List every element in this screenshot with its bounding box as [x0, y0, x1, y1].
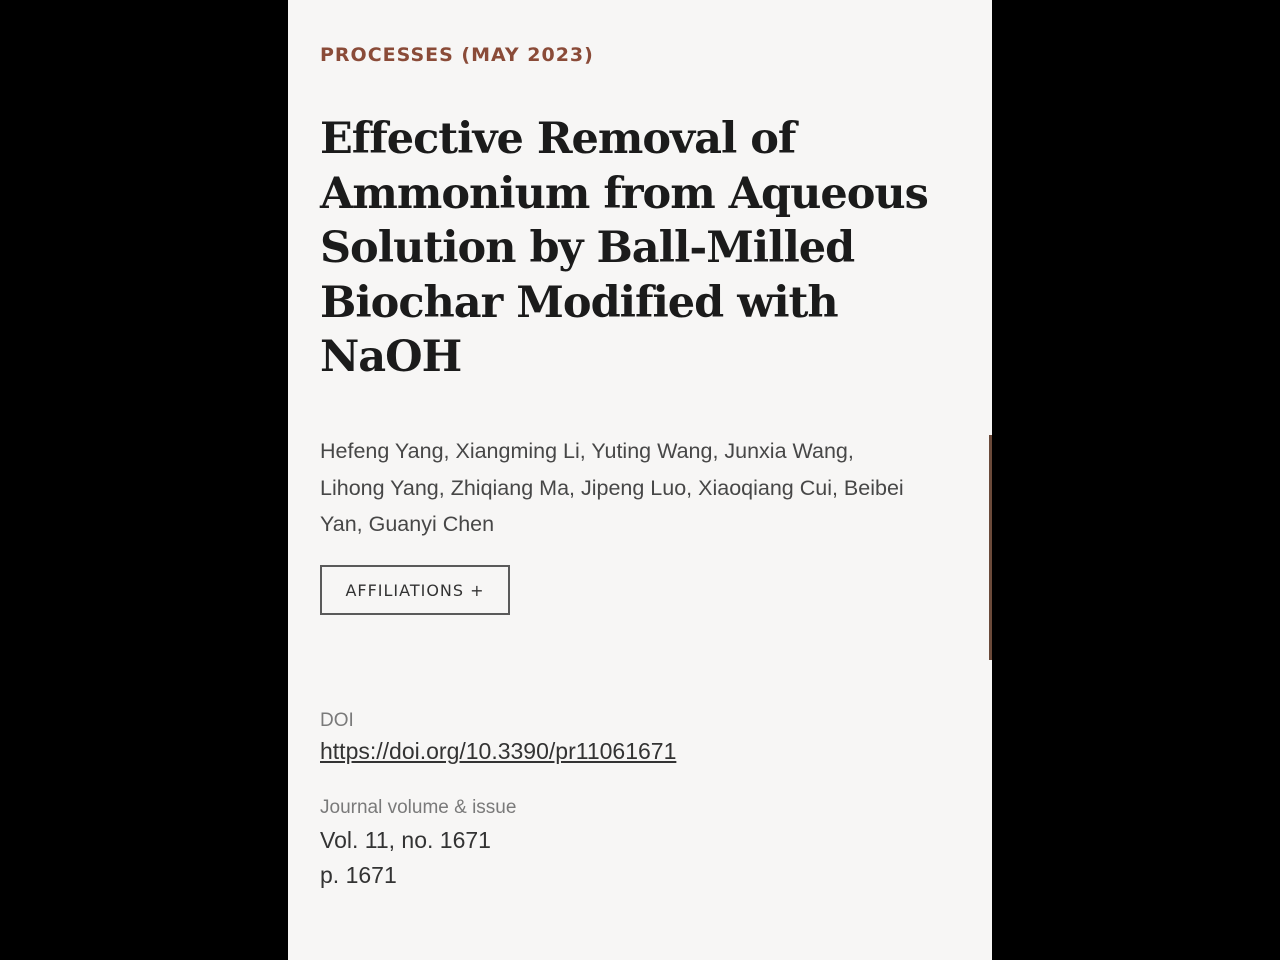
- journal-label: PROCESSES (MAY 2023): [320, 44, 594, 66]
- article-card: [288, 0, 992, 960]
- doi-label: DOI: [320, 710, 354, 731]
- doi-link[interactable]: https://doi.org/10.3390/pr11061671: [320, 738, 677, 764]
- scroll-indicator: [989, 435, 992, 660]
- volume-issue-value: Vol. 11, no. 1671: [320, 827, 491, 853]
- author-list: Hefeng Yang, Xiangming Li, Yuting Wang, Junxia Wang, Lihong Yang, Zhiqiang Ma, Jipeng Luo, Xiaoqiang Cui, Beibei Yan, Guanyi Chen: [320, 439, 904, 536]
- journal-issue-label: Journal volume & issue: [320, 797, 517, 818]
- page-number-value: p. 1671: [320, 862, 397, 888]
- affiliations-button[interactable]: AFFILIATIONS +: [320, 565, 510, 615]
- article-title: Effective Removal of Ammonium from Aqueous Solution by Ball-Milled Biochar Modified with NaOH: [320, 114, 928, 382]
